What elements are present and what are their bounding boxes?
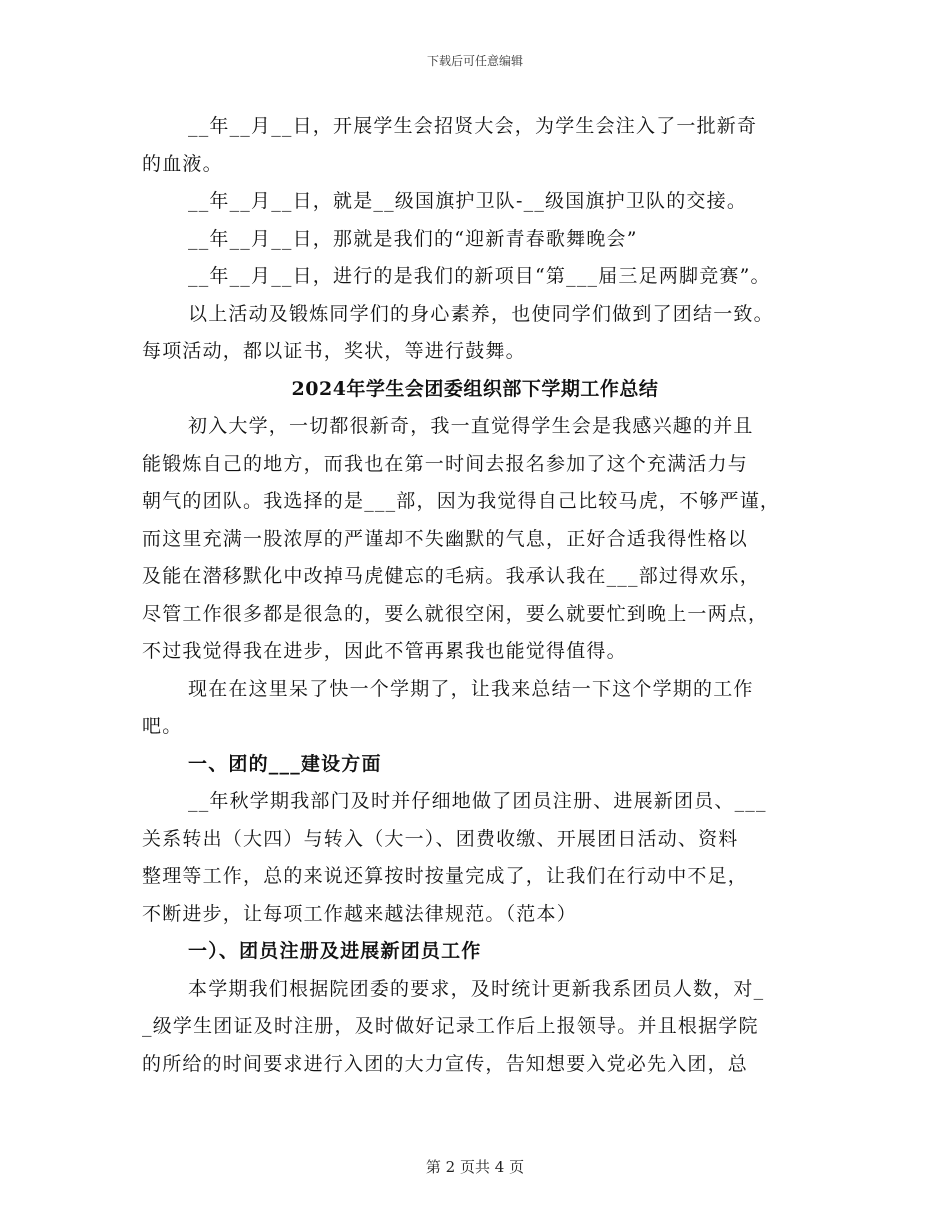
paragraph-line: 朝气的团队。我选择的是___部，因为我觉得自己比较马虎，不够严谨， bbox=[142, 490, 781, 512]
paragraph-line: 不过我觉得我在进步，因此不管再累我也能觉得值得。 bbox=[142, 640, 627, 662]
section-heading: 一、团的___建设方面 bbox=[188, 752, 382, 775]
paragraph-line: 的所给的时间要求进行入团的大力宣传，告知想要入党必先入团，总 bbox=[142, 1052, 749, 1075]
paragraph-line: 现在在这里呆了快一个学期了，让我来总结一下这个学期的工作 bbox=[188, 677, 754, 700]
paragraph-line: 关系转出（大四）与转入（大一）、团费收缴、开展团日活动、资料 bbox=[142, 827, 739, 850]
paragraph-line: 的血液。 bbox=[142, 152, 223, 175]
paragraph-line: 及能在潜移默化中改掉马虎健忘的毛病。我承认我在___部过得欢乐， bbox=[142, 565, 760, 587]
document-body bbox=[142, 108, 808, 1083]
paragraph-line: _级学生团证及时注册，及时做好记录工作后上报领导。并且根据学院 bbox=[142, 1015, 759, 1037]
paragraph-line: 初入大学，一切都很新奇，我一直觉得学生会是我感兴趣的并且 bbox=[188, 415, 754, 437]
paragraph-line: 不断进步，让每项工作越来越法律规范。（范本） bbox=[142, 902, 577, 925]
paragraph-line: 本学期我们根据院团委的要求，及时统计更新我系团员人数，对_ bbox=[188, 977, 765, 1000]
paragraph-line: 以上活动及锻炼同学们的身心素养，也使同学们做到了团结一致。 bbox=[188, 302, 774, 325]
paragraph-line: __年__月__日，开展学生会招贤大会，为学生会注入了一批新奇 bbox=[188, 115, 758, 137]
document-title: 2024年学生会团委组织部下学期工作总结 bbox=[291, 377, 659, 400]
paragraph-line: 每项活动，都以证书，奖状，等进行鼓舞。 bbox=[142, 340, 526, 362]
paragraph-line: __年秋学期我部门及时并仔细地做了团员注册、进展新团员、___ bbox=[188, 790, 767, 812]
paragraph-line: 能锻炼自己的地方，而我也在第一时间去报名参加了这个充满活力与 bbox=[142, 452, 749, 475]
paragraph-line: 尽管工作很多都是很急的，要么就很空闲，要么就要忙到晚上一两点， bbox=[142, 602, 769, 625]
paragraph-line: __年__月__日，就是__级国旗护卫队-__级国旗护卫队的交接。 bbox=[188, 190, 748, 212]
paragraph-line: 而这里充满一股浓厚的严谨却不失幽默的气息，正好合适我得性格以 bbox=[142, 527, 749, 550]
page-header: 下载后可任意编辑 bbox=[426, 54, 523, 68]
page-footer: 第 2 页共 4 页 bbox=[425, 1158, 525, 1176]
paragraph-line: __年__月__日，进行的是我们的新项目“第___届三足两脚竞赛”。 bbox=[188, 265, 771, 287]
paragraph-line: 吧。 bbox=[142, 715, 183, 737]
paragraph-line: 整理等工作，总的来说还算按时按量完成了，让我们在行动中不足， bbox=[142, 865, 749, 887]
paragraph-line: __年__月__日，那就是我们的“迎新青春歌舞晚会” bbox=[188, 227, 638, 250]
subsection-heading: 一）、团员注册及进展新团员工作 bbox=[188, 940, 482, 962]
